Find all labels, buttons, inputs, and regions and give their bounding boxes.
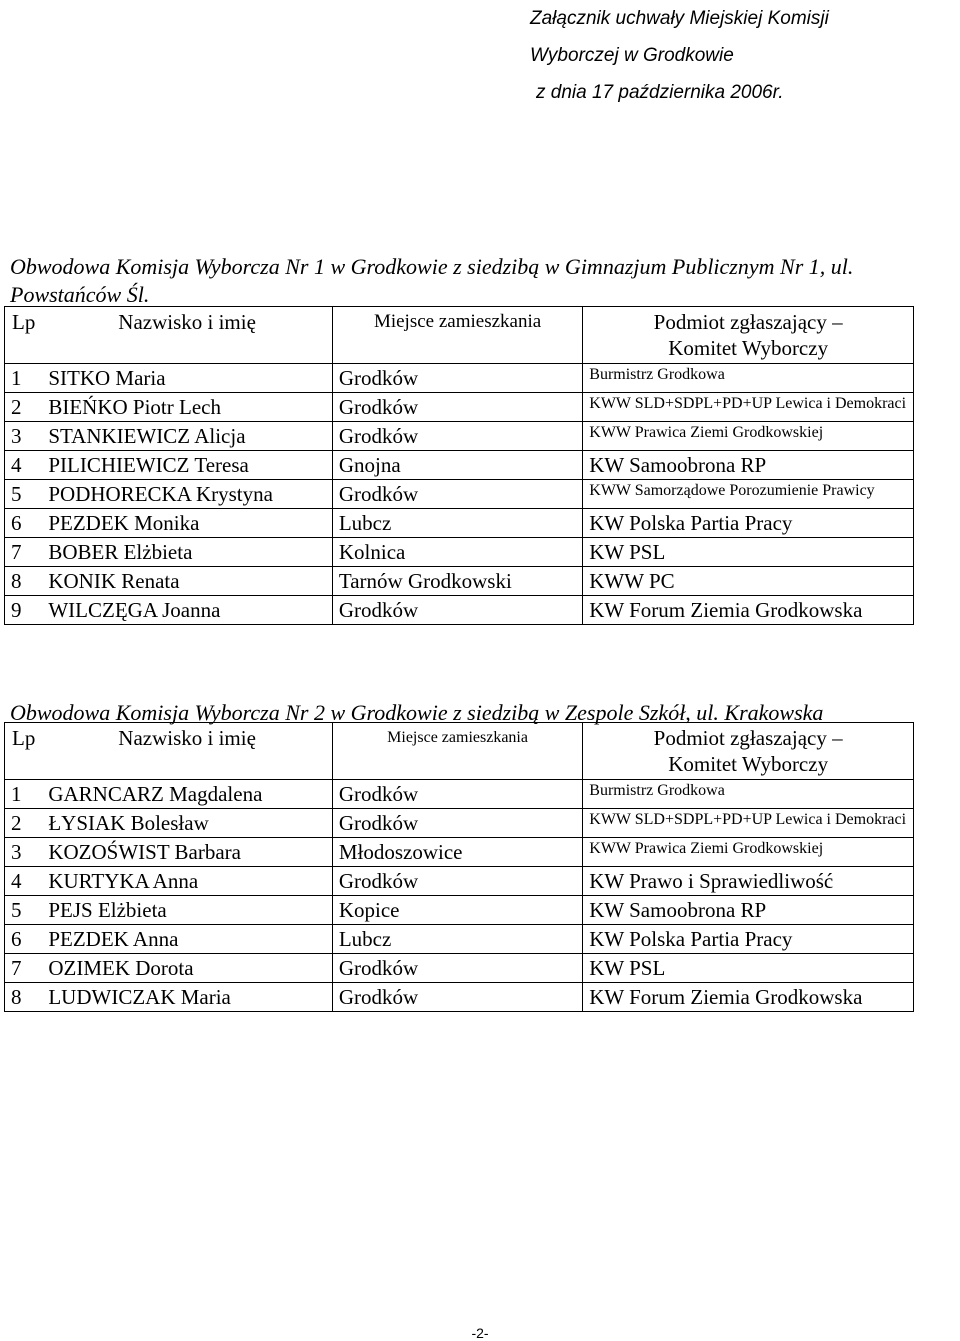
row-committee-text: KWW Prawica Ziemi Grodkowskiej [589, 424, 824, 441]
row-committee-text: Burmistrz Grodkowa [589, 782, 725, 799]
row-name-text: ŁYSIAK Bolesław [48, 811, 209, 835]
row-name [42, 538, 332, 567]
row-name-text: KOZOŚWIST Barbara [48, 840, 241, 864]
row-name-text: PEZDEK Monika [48, 511, 200, 535]
row-place [332, 838, 582, 867]
row-lp [5, 838, 43, 867]
header-committee-line1: Podmiot zgłaszający – [653, 726, 843, 750]
row-name-text: KURTYKA Anna [48, 869, 199, 893]
row-lp-text: 5 [11, 898, 22, 922]
row-name-text: STANKIEWICZ Alicja [48, 424, 246, 448]
row-name [42, 451, 332, 480]
row-place [332, 567, 582, 596]
row-place-text: Grodków [338, 956, 419, 980]
row-committee-text: Burmistrz Grodkowa [589, 366, 725, 383]
row-name-text: OZIMEK Dorota [48, 956, 194, 980]
row-place-text: Grodków [338, 811, 419, 835]
row-committee-text: KW Prawo i Sprawiedliwość [589, 869, 834, 893]
row-committee-text: KWW Prawica Ziemi Grodkowskiej [589, 840, 824, 857]
table-row [5, 451, 914, 480]
row-committee [583, 809, 914, 838]
row-place-text: Gnojna [338, 453, 401, 477]
row-lp-text: 3 [11, 840, 22, 864]
row-name-text: BOBER Elżbieta [48, 540, 193, 564]
row-lp-text: 4 [11, 869, 22, 893]
row-name-text: SITKO Maria [48, 366, 166, 390]
row-committee [583, 451, 914, 480]
row-committee [583, 780, 914, 809]
row-name [42, 867, 332, 896]
row-lp [5, 509, 43, 538]
row-lp [5, 867, 43, 896]
row-place [332, 925, 582, 954]
row-place-text: Kolnica [338, 540, 406, 564]
row-place [332, 422, 582, 451]
table-row [5, 925, 914, 954]
row-lp-text: 7 [11, 540, 22, 564]
row-place [332, 364, 582, 393]
row-place [332, 393, 582, 422]
row-place-text: Kopice [338, 898, 400, 922]
row-lp [5, 567, 43, 596]
row-committee-text: KW PSL [589, 956, 666, 980]
row-lp [5, 983, 43, 1012]
section1-title: Obwodowa Komisja Wyborcza Nr 1 w Grodkowie z siedzibą w Gimnazjum Publicznym Nr 1, ul. Powstańców Śl. [10, 254, 854, 307]
header-lp: Lp [5, 723, 43, 780]
row-lp [5, 364, 43, 393]
row-committee-text: KWW SLD+SDPL+PD+UP Lewica i Demokraci [589, 395, 907, 412]
table-header-row [5, 723, 914, 780]
row-name-text: PEJS Elżbieta [48, 898, 167, 922]
header-committee [583, 307, 914, 364]
row-name-text: GARNCARZ Magdalena [48, 782, 263, 806]
row-lp-text: 1 [11, 366, 22, 390]
header-committee-line2: Komitet Wyborczy [668, 752, 829, 776]
row-place-text: Młodoszowice [338, 840, 463, 864]
row-committee [583, 925, 914, 954]
row-lp-text: 7 [11, 956, 22, 980]
section2-title: Obwodowa Komisja Wyborcza Nr 2 w Grodkowie z siedzibą w Zespole Szkół, ul. Krakowska [10, 700, 824, 725]
table-row [5, 809, 914, 838]
row-lp [5, 393, 43, 422]
row-place-text: Grodków [338, 395, 419, 419]
row-name [42, 925, 332, 954]
row-name [42, 364, 332, 393]
row-lp [5, 809, 43, 838]
row-committee-text: KW Polska Partia Pracy [589, 927, 793, 951]
attachment-note-line1: Załącznik uchwały Miejskiej Komisji [530, 8, 829, 29]
row-committee [583, 422, 914, 451]
header-place: Miejsce zamieszkania [332, 307, 582, 364]
header-lp: Lp [5, 307, 43, 364]
row-place-text: Tarnów Grodkowski [338, 569, 512, 593]
row-lp-text: 8 [11, 985, 22, 1009]
row-name-text: KONIK Renata [48, 569, 180, 593]
table-row [5, 867, 914, 896]
row-name [42, 422, 332, 451]
row-place-text: Grodków [338, 366, 419, 390]
attachment-note-line3: z dnia 17 października 2006r. [536, 82, 784, 103]
row-committee [583, 867, 914, 896]
row-name [42, 480, 332, 509]
row-lp-text: 8 [11, 569, 22, 593]
row-committee-text: KW Samoobrona RP [589, 453, 767, 477]
row-committee [583, 596, 914, 625]
row-lp-text: 2 [11, 395, 22, 419]
table-row [5, 896, 914, 925]
header-name: Nazwisko i imię [42, 307, 332, 364]
row-lp-text: 6 [11, 511, 22, 535]
row-committee-text: KWW PC [589, 569, 675, 593]
table-header-row [5, 307, 914, 364]
row-lp-text: 6 [11, 927, 22, 951]
row-committee [583, 567, 914, 596]
row-lp [5, 422, 43, 451]
row-place [332, 538, 582, 567]
row-committee-text: KWW Samorządowe Porozumienie Prawicy [589, 482, 875, 499]
row-committee-text: KWW SLD+SDPL+PD+UP Lewica i Demokraci [589, 811, 907, 828]
row-place [332, 480, 582, 509]
table-row [5, 983, 914, 1012]
row-place [332, 509, 582, 538]
attachment-note [530, 0, 829, 111]
row-name-text: LUDWICZAK Maria [48, 985, 231, 1009]
row-name [42, 896, 332, 925]
row-place-text: Lubcz [338, 927, 392, 951]
table-row [5, 954, 914, 983]
row-place-text: Grodków [338, 598, 419, 622]
row-name-text: PEZDEK Anna [48, 927, 179, 951]
row-committee [583, 538, 914, 567]
row-place [332, 983, 582, 1012]
row-committee-text: KW Forum Ziemia Grodkowska [589, 598, 863, 622]
row-place [332, 780, 582, 809]
row-place-text: Grodków [338, 985, 419, 1009]
attachment-note-line2: Wyborczej w Grodkowie [530, 45, 734, 66]
table-row [5, 780, 914, 809]
row-name [42, 983, 332, 1012]
row-lp [5, 480, 43, 509]
table-row [5, 480, 914, 509]
table-row [5, 509, 914, 538]
row-name [42, 596, 332, 625]
row-lp-text: 2 [11, 811, 22, 835]
row-lp-text: 3 [11, 424, 22, 448]
row-place-text: Grodków [338, 782, 419, 806]
header-committee-line2: Komitet Wyborczy [668, 336, 829, 360]
row-place [332, 596, 582, 625]
row-lp [5, 780, 43, 809]
row-committee [583, 896, 914, 925]
row-lp-text: 5 [11, 482, 22, 506]
row-name [42, 393, 332, 422]
row-committee-text: KW PSL [589, 540, 666, 564]
row-name-text: PILICHIEWICZ Teresa [48, 453, 249, 477]
table-row [5, 422, 914, 451]
row-place [332, 451, 582, 480]
table-row [5, 596, 914, 625]
row-name [42, 509, 332, 538]
row-name [42, 838, 332, 867]
row-place [332, 809, 582, 838]
table-row [5, 393, 914, 422]
row-name [42, 567, 332, 596]
row-place-text: Grodków [338, 482, 419, 506]
row-place [332, 867, 582, 896]
row-committee [583, 954, 914, 983]
row-lp [5, 925, 43, 954]
row-committee-text: KW Polska Partia Pracy [589, 511, 793, 535]
row-committee [583, 509, 914, 538]
row-place-text: Grodków [338, 424, 419, 448]
row-lp [5, 896, 43, 925]
row-lp [5, 954, 43, 983]
commission2-table [4, 722, 914, 1012]
commission2-rows [5, 780, 914, 1012]
row-committee [583, 364, 914, 393]
row-name [42, 809, 332, 838]
row-committee-text: KW Samoobrona RP [589, 898, 767, 922]
row-lp [5, 538, 43, 567]
row-committee-text: KW Forum Ziemia Grodkowska [589, 985, 863, 1009]
row-name-text: BIEŃKO Piotr Lech [48, 395, 221, 419]
row-place [332, 954, 582, 983]
row-name [42, 780, 332, 809]
page-number: -2- [471, 1325, 489, 1341]
header-name: Nazwisko i imię [42, 723, 332, 780]
row-lp-text: 4 [11, 453, 22, 477]
row-name-text: WILCZĘGA Joanna [48, 598, 221, 622]
commission1-rows [5, 364, 914, 625]
table-row [5, 567, 914, 596]
header-committee [583, 723, 914, 780]
row-committee [583, 393, 914, 422]
row-name-text: PODHORECKA Krystyna [48, 482, 273, 506]
table-row [5, 364, 914, 393]
row-place [332, 896, 582, 925]
row-place-text: Grodków [338, 869, 419, 893]
table-row [5, 538, 914, 567]
commission1-table [4, 306, 914, 625]
row-lp [5, 596, 43, 625]
row-name [42, 954, 332, 983]
table-row [5, 838, 914, 867]
header-committee-line1: Podmiot zgłaszający – [653, 310, 843, 334]
row-lp [5, 451, 43, 480]
row-committee [583, 838, 914, 867]
row-committee [583, 480, 914, 509]
row-lp-text: 1 [11, 782, 22, 806]
row-place-text: Lubcz [338, 511, 392, 535]
row-committee [583, 983, 914, 1012]
header-place: Miejsce zamieszkania [332, 723, 582, 780]
row-lp-text: 9 [11, 598, 22, 622]
